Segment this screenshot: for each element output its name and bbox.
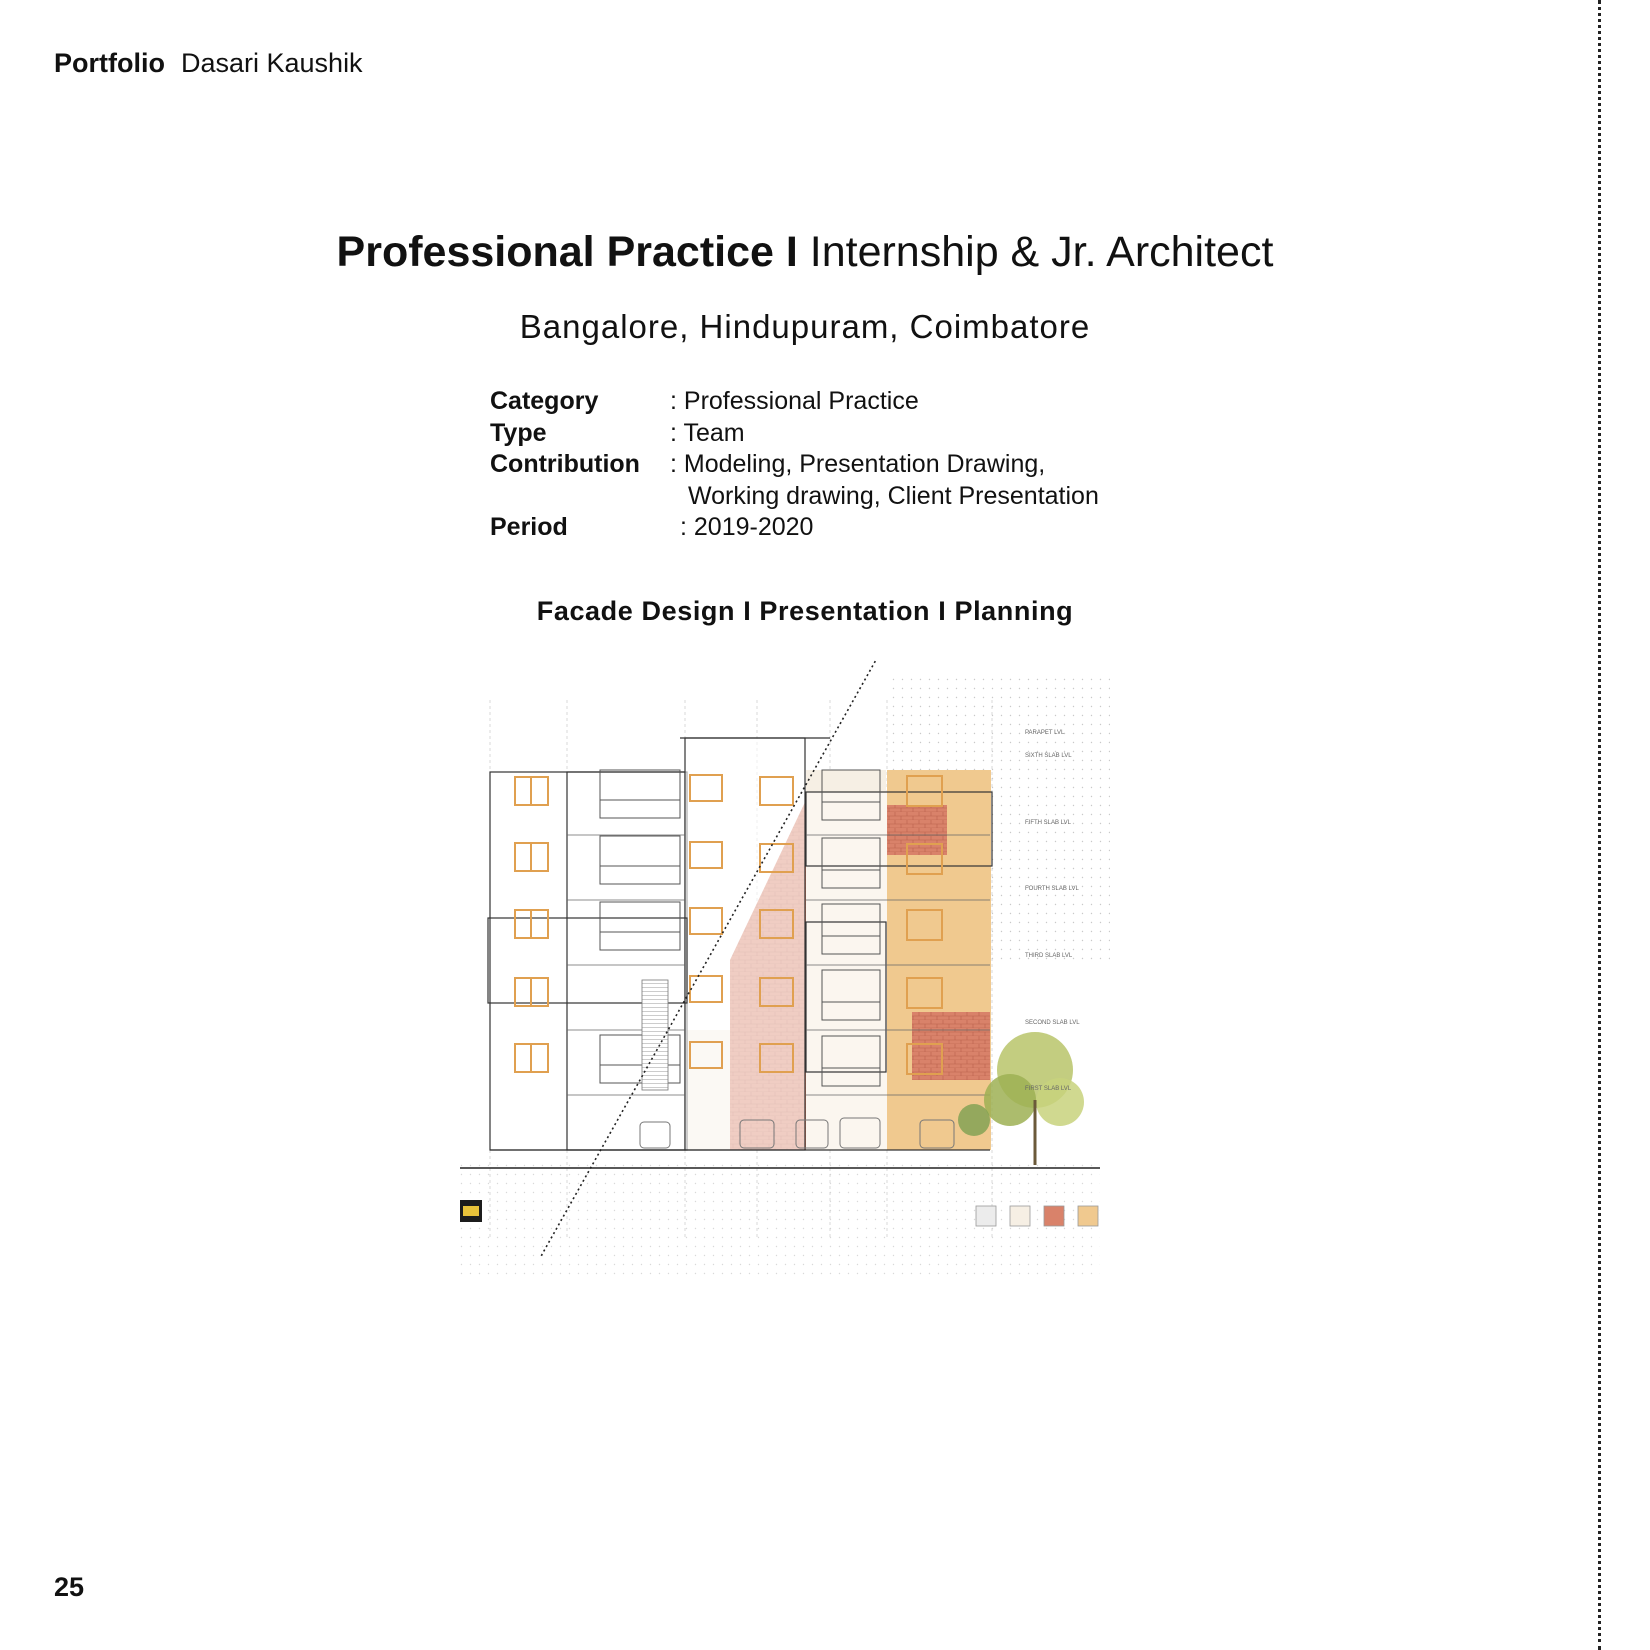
level-label: FIRST SLAB LVL (1025, 1086, 1072, 1092)
detail-row-contribution (490, 449, 1099, 481)
detail-row-period (490, 512, 1099, 544)
detail-value: : Professional Practice (670, 387, 919, 415)
level-label: SECOND SLAB LVL (1025, 1020, 1080, 1026)
detail-value: : 2019-2020 (680, 513, 814, 541)
palette-swatch (976, 1206, 996, 1226)
detail-value: : Team (670, 418, 745, 447)
level-label: SIXTH SLAB LVL (1025, 753, 1072, 759)
detail-value: Working drawing, Client Presentation (688, 481, 1099, 510)
title-bold: Professional Practice I (336, 228, 798, 276)
palette-swatch (1010, 1206, 1030, 1226)
detail-row-type (490, 418, 1099, 450)
page-title (0, 228, 1610, 277)
palette-swatch (1044, 1206, 1064, 1226)
author-name: Dasari Kaushik (180, 48, 363, 78)
title-regular: Internship & Jr. Architect (809, 228, 1274, 276)
detail-label: Period (490, 513, 568, 541)
staircase (642, 980, 668, 1090)
building-elevation-drawing (460, 660, 1180, 1340)
detail-value: : Modeling, Presentation Drawing, (670, 450, 1046, 478)
palette-swatch (1078, 1206, 1098, 1226)
page-header (54, 48, 363, 79)
detail-label: Contribution (490, 450, 640, 478)
page-number: 25 (54, 1572, 85, 1602)
level-label: FIFTH SLAB LVL (1025, 820, 1071, 826)
project-tagline: Facade Design I Presentation I Planning (536, 596, 1074, 626)
detail-row-category (490, 386, 1099, 418)
dot-grid-background (460, 1160, 1100, 1280)
elevation-svg (460, 660, 1180, 1340)
level-label: PARAPET LVL (1025, 730, 1065, 736)
project-details (490, 386, 1099, 544)
portfolio-label: Portfolio (54, 48, 165, 78)
level-label: FOURTH SLAB LVL (1025, 886, 1079, 892)
level-label: THIRD SLAB LVL (1025, 953, 1073, 959)
detail-label: Type (490, 418, 547, 447)
detail-label: Category (490, 387, 599, 415)
firm-logo-icon (460, 1200, 482, 1222)
locations-subtitle: Bangalore, Hindupuram, Coimbatore (519, 308, 1091, 345)
detail-row-contribution-cont (490, 481, 1099, 513)
